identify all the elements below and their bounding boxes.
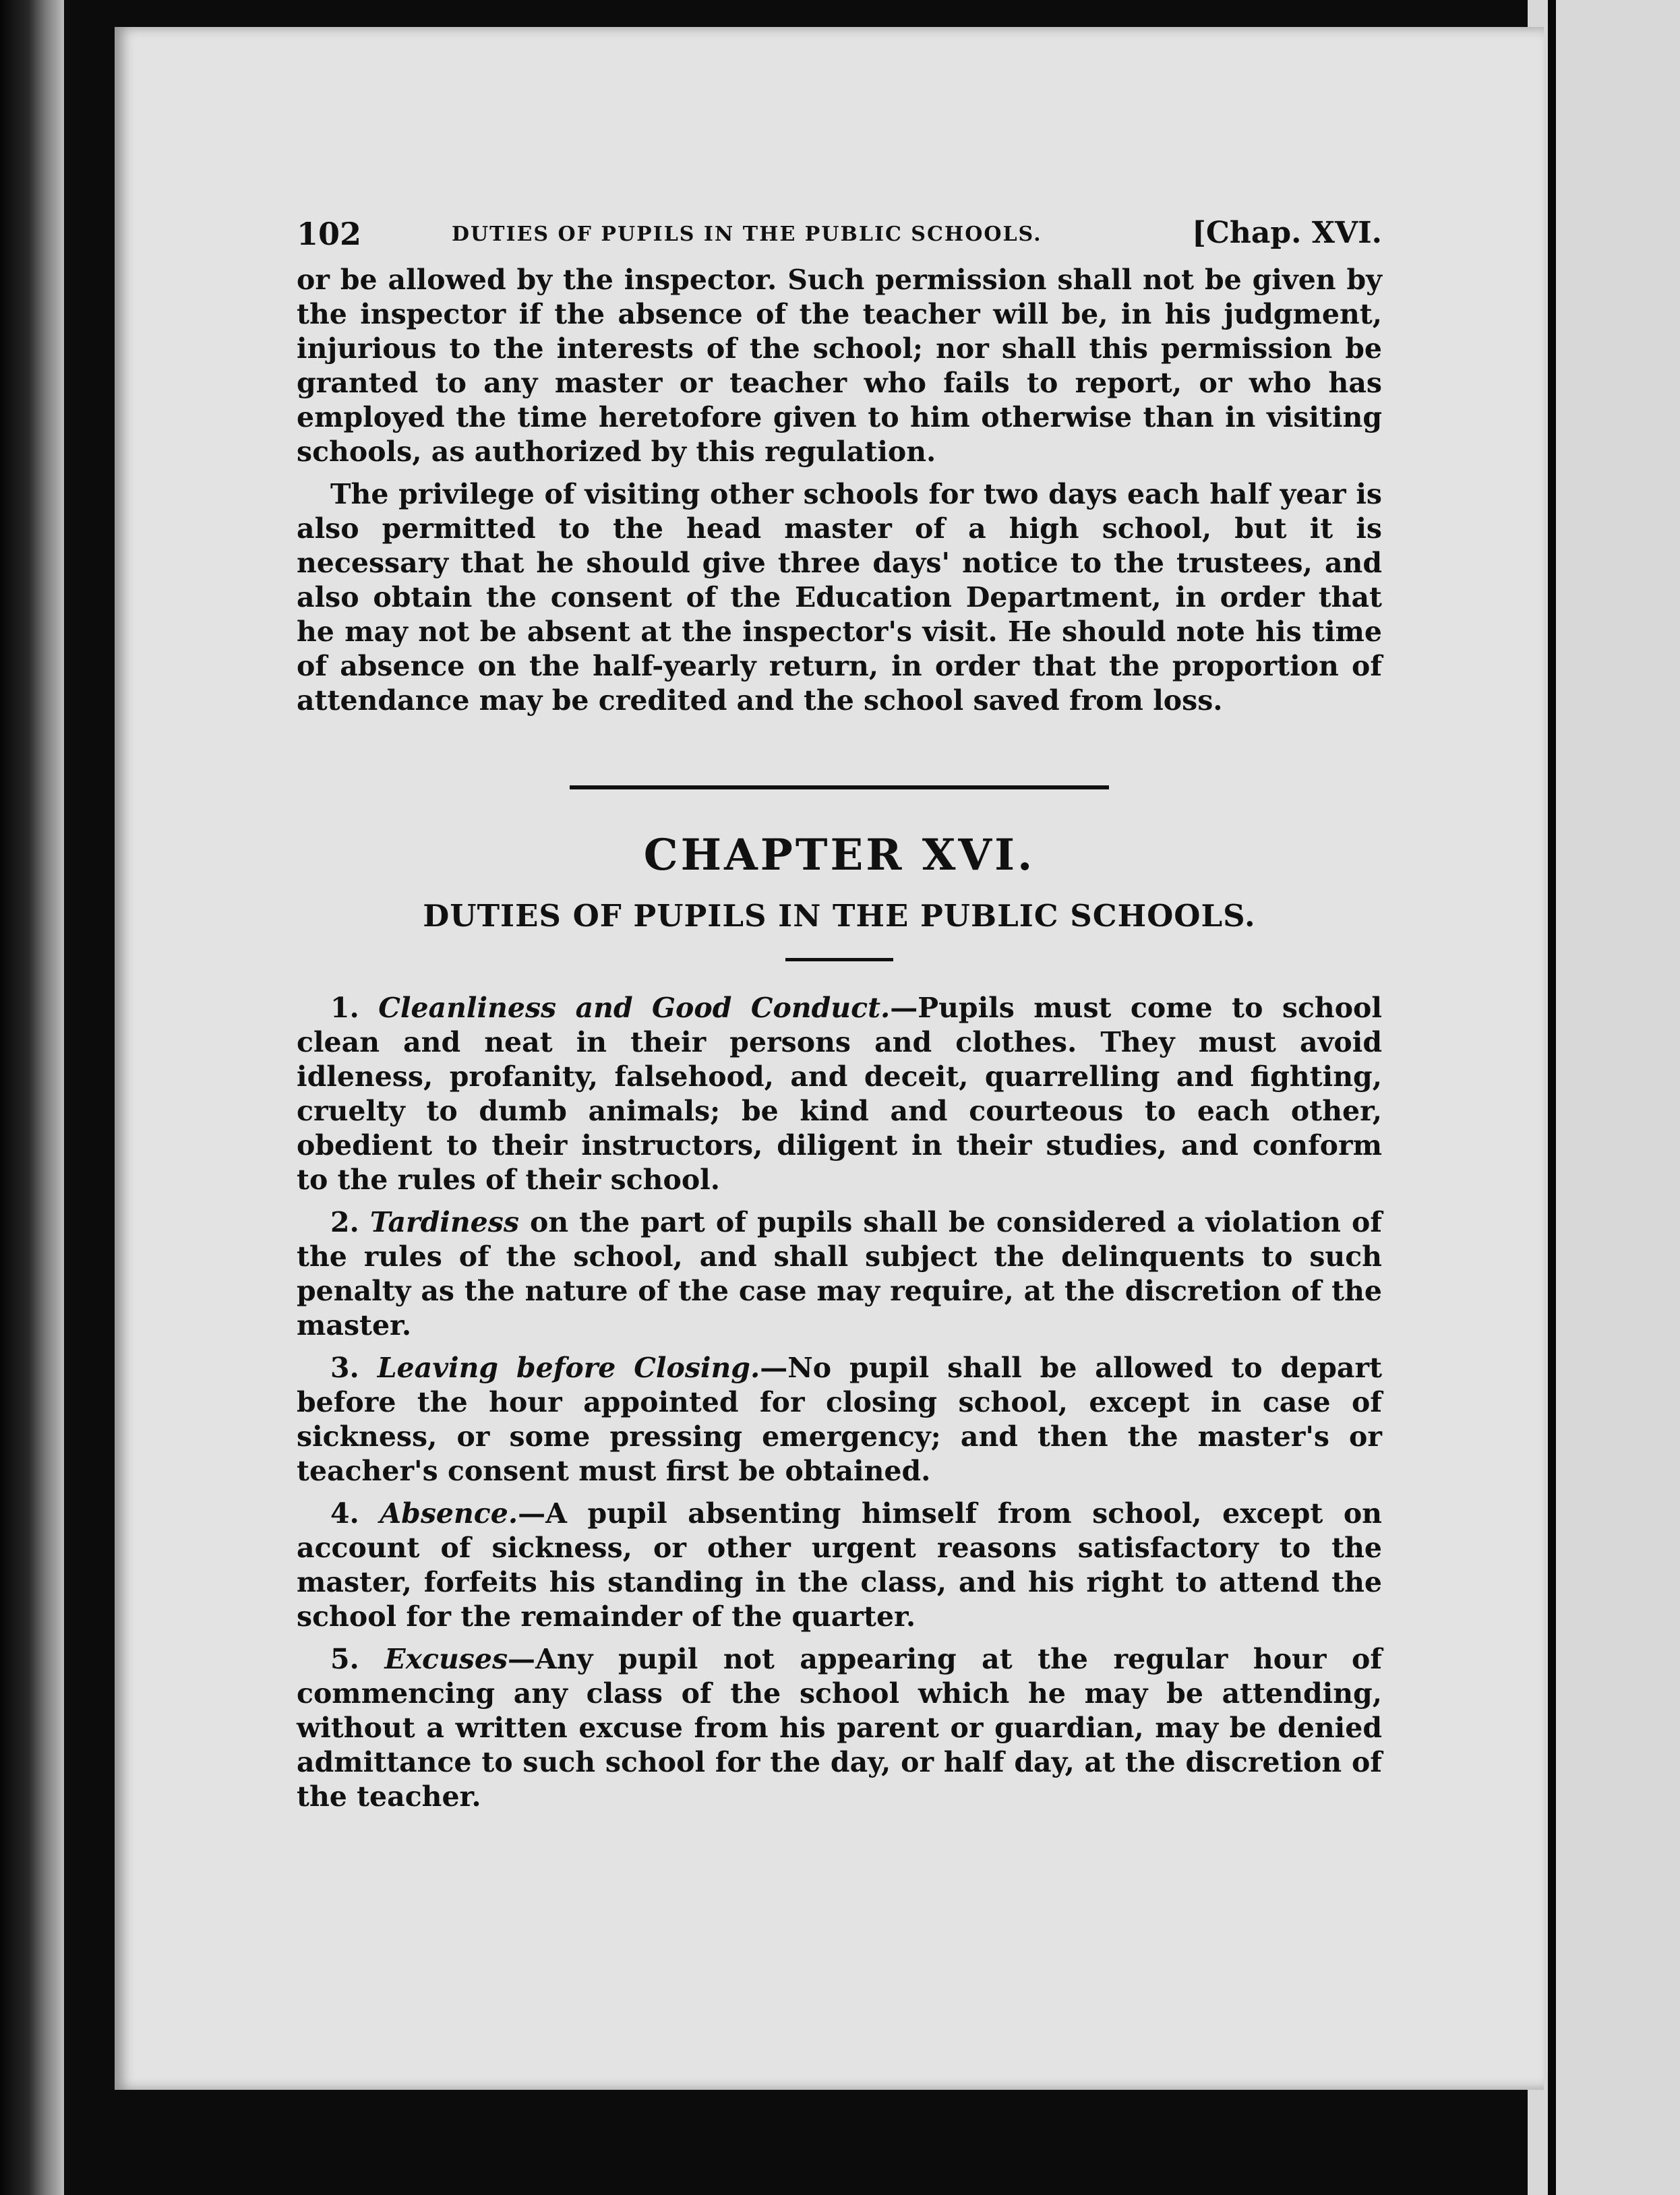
chapter-heading: CHAPTER XVI. [643, 830, 1036, 880]
section-divider [570, 785, 1109, 789]
book-page [115, 27, 1544, 2090]
rule-paragraph-5 [297, 1642, 1382, 1814]
rule-paragraph-3 [297, 1351, 1382, 1489]
rule-number: 5. [330, 1643, 359, 1675]
chapter-reference: [Chap. XVI. [1192, 216, 1382, 250]
page-text-block [297, 216, 1382, 1814]
rule-paragraph-2 [297, 1205, 1382, 1343]
rule-title: Tardiness [369, 1206, 519, 1238]
facing-page-rule [1548, 0, 1556, 2195]
page-number: 102 [297, 216, 362, 252]
rule-text: —No pupil shall be allowed to depart before the hour appointed for closing school, except in case of sickness, or some pressing emergency; and then the master's or teacher's consent must first be obtained. [297, 1352, 1383, 1487]
rule-title: Excuses [384, 1643, 508, 1675]
rule-paragraph-4 [297, 1497, 1382, 1634]
rule-text: on the part of pupils shall be considered a violation of the rules of the school, and shall subject the delinquents to such penalty as the nature of the case may require, at the discretion of the master. [297, 1206, 1382, 1342]
rule-number: 3. [330, 1352, 359, 1384]
rule-title: Cleanliness and Good Conduct. [378, 992, 891, 1024]
heading-rule [785, 958, 893, 961]
running-head [297, 216, 1382, 263]
rule-number: 1. [330, 992, 359, 1024]
book-gutter-left [0, 0, 64, 2195]
running-title: DUTIES OF PUPILS IN THE PUBLIC SCHOOLS. [452, 222, 1042, 246]
rule-paragraph-1 [297, 991, 1382, 1197]
continuation-paragraph-1: or be allowed by the inspector. Such permission shall not be given by the inspector if the absence of the teacher will be, in his judgment, injurious to the interests of the school; nor shall this permission be granted to any master or teacher who fails to report, or who has employed the time heretofore given to him otherwise than in visiting schools, as authorized by this regulation. [297, 264, 1382, 468]
rule-text: —Any pupil not appearing at the regular hour of commencing any class of the school which he may be attending, without a written excuse from his parent or guardian, may be denied admittance to such school for the day, or half day, at the discretion of the teacher. [297, 1643, 1382, 1813]
chapter-subheading: DUTIES OF PUPILS IN THE PUBLIC SCHOOLS. [423, 898, 1256, 934]
rule-title: Absence. [380, 1497, 518, 1530]
facing-page-edge [1528, 0, 1680, 2195]
rule-number: 4. [330, 1497, 359, 1530]
rule-text: —Pupils must come to school clean and neat in their persons and clothes. They must avoid idleness, profanity, falsehood, and deceit, quarrelling and fighting, cruelty to dumb animals; be kind and courteous to each other, obedient to their instructors, diligent in their studies, and conform to the rules of their school. [297, 992, 1382, 1196]
rule-text: —A pupil absenting himself from school, except on account of sickness, or other urgent reasons satisfactory to the master, forfeits his standing in the class, and his right to attend the school for the remainder of the quarter. [297, 1497, 1382, 1633]
rule-title: Leaving before Closing. [377, 1352, 760, 1384]
continuation-paragraph-2: The privilege of visiting other schools for two days each half year is also permitted to the head master of a high school, but it is necessary that he should give three days' notice to the trustees, and also obtain the consent of the Education Department, in order that he may not be absent at the inspector's visit. He should note his time of absence on the half-yearly return, in order that the proportion of attendance may be credited and the school saved from loss. [297, 478, 1382, 717]
rule-number: 2. [330, 1206, 359, 1238]
